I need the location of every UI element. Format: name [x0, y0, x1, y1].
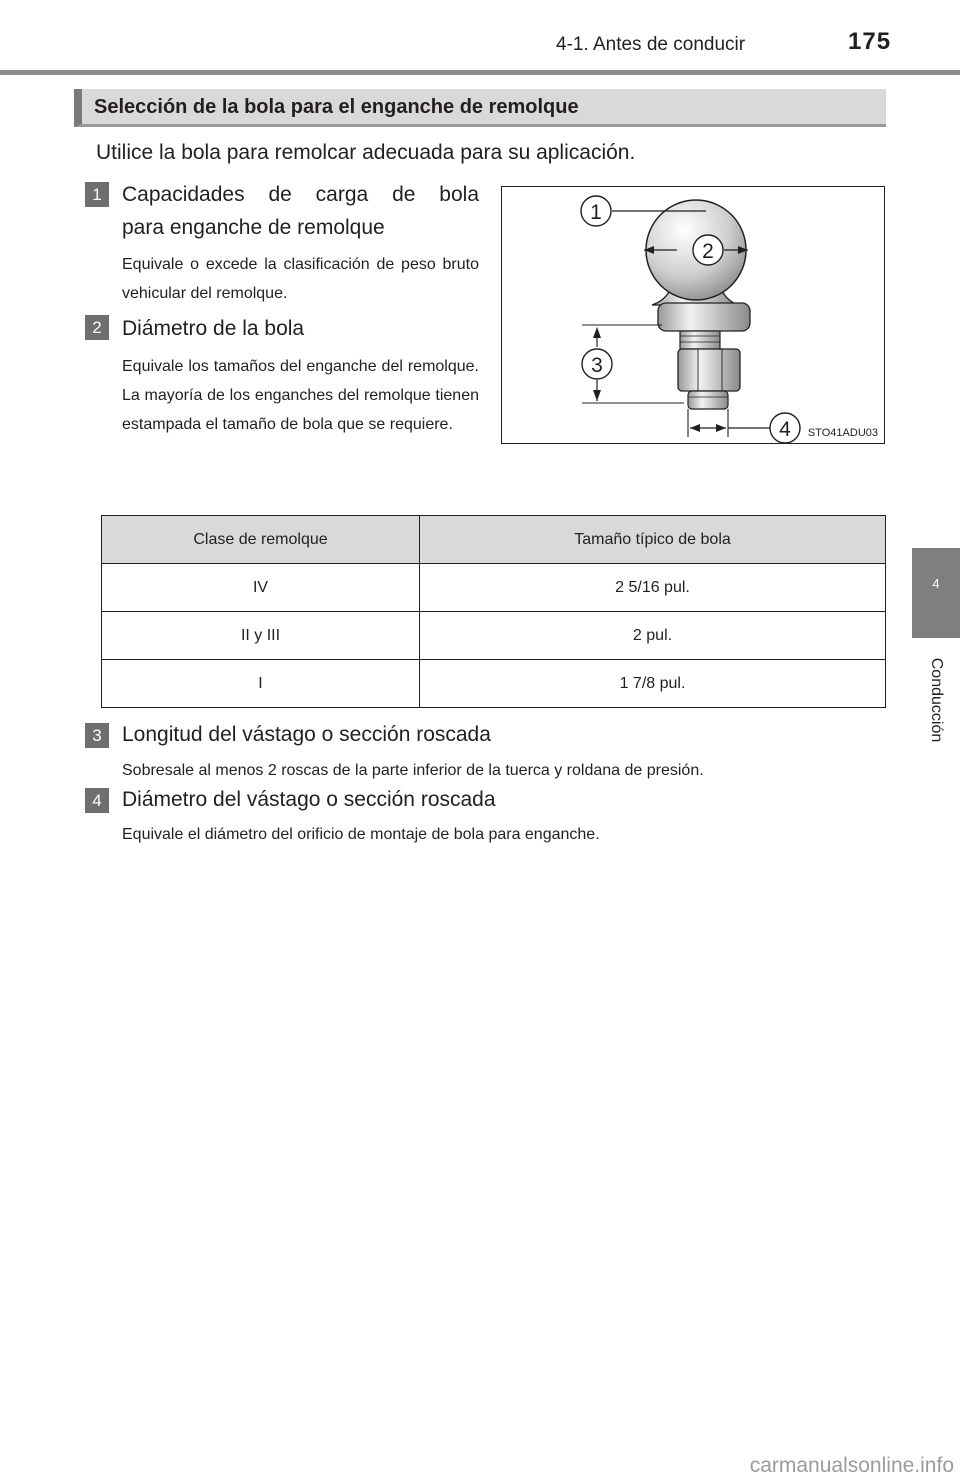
watermark: carmanualsonline.info — [749, 1454, 954, 1477]
item-title-line: Capacidades de carga de bola — [122, 183, 479, 206]
tow-ball-illustration — [502, 187, 884, 443]
table-row — [102, 660, 886, 708]
callout-2-label: 2 — [702, 240, 714, 263]
table-header-row — [102, 516, 886, 564]
page-number: 175 — [848, 28, 892, 55]
ball-size-table — [101, 515, 886, 708]
item-number-badge: 2 — [85, 315, 109, 340]
item-body: Equivale el diámetro del orificio de montaje de bola para enganche. — [122, 826, 600, 843]
intro-text: Utilice la bola para remolcar adecuada para su aplicación. — [96, 141, 636, 164]
chapter-tab — [912, 548, 960, 638]
item-body: Equivale o excede la clasificación de peso bruto vehicular del remolque. — [122, 256, 479, 302]
table-cell: I — [102, 660, 420, 708]
table-cell: 1 7/8 pul. — [420, 660, 886, 708]
item-number-badge: 1 — [85, 182, 109, 207]
item-body: Sobresale al menos 2 roscas de la parte inferior de la tuerca y roldana de presión. — [122, 762, 704, 779]
table-row — [102, 612, 886, 660]
table-row — [102, 564, 886, 612]
callout-4-label: 4 — [779, 418, 791, 441]
item-number-badge: 3 — [85, 723, 109, 748]
tow-ball-diagram — [501, 186, 885, 444]
figure-code: STO41ADU03 — [807, 427, 878, 439]
chapter-tab-label: Conducción — [928, 657, 945, 743]
column-header: Clase de remolque — [102, 516, 420, 564]
item-title: Diámetro del vástago o sección roscada — [122, 788, 496, 811]
callout-3-label: 3 — [591, 354, 603, 377]
column-header: Tamaño típico de bola — [420, 516, 886, 564]
item-number-badge: 4 — [85, 788, 109, 813]
item-title — [122, 178, 479, 244]
table-cell: 2 5/16 pul. — [420, 564, 886, 612]
running-header-section: 4-1. Antes de conducir — [556, 34, 746, 55]
item-title: Diámetro de la bola — [122, 317, 305, 340]
table-cell: IV — [102, 564, 420, 612]
item-title: Longitud del vástago o sección roscada — [122, 723, 491, 746]
table-cell: II y III — [102, 612, 420, 660]
header-rule — [0, 70, 960, 75]
callout-1-label: 1 — [590, 201, 602, 224]
table-cell: 2 pul. — [420, 612, 886, 660]
chapter-tab-number: 4 — [932, 576, 940, 591]
section-title: Selección de la bola para el enganche de remolque — [94, 96, 579, 118]
item-body: Equivale los tamaños del enganche del remolque. La mayoría de los enganches del remolque tienen estampada el tamaño de bola que se requiere. — [122, 358, 479, 433]
item-title-line: para enganche de remolque — [122, 216, 385, 239]
